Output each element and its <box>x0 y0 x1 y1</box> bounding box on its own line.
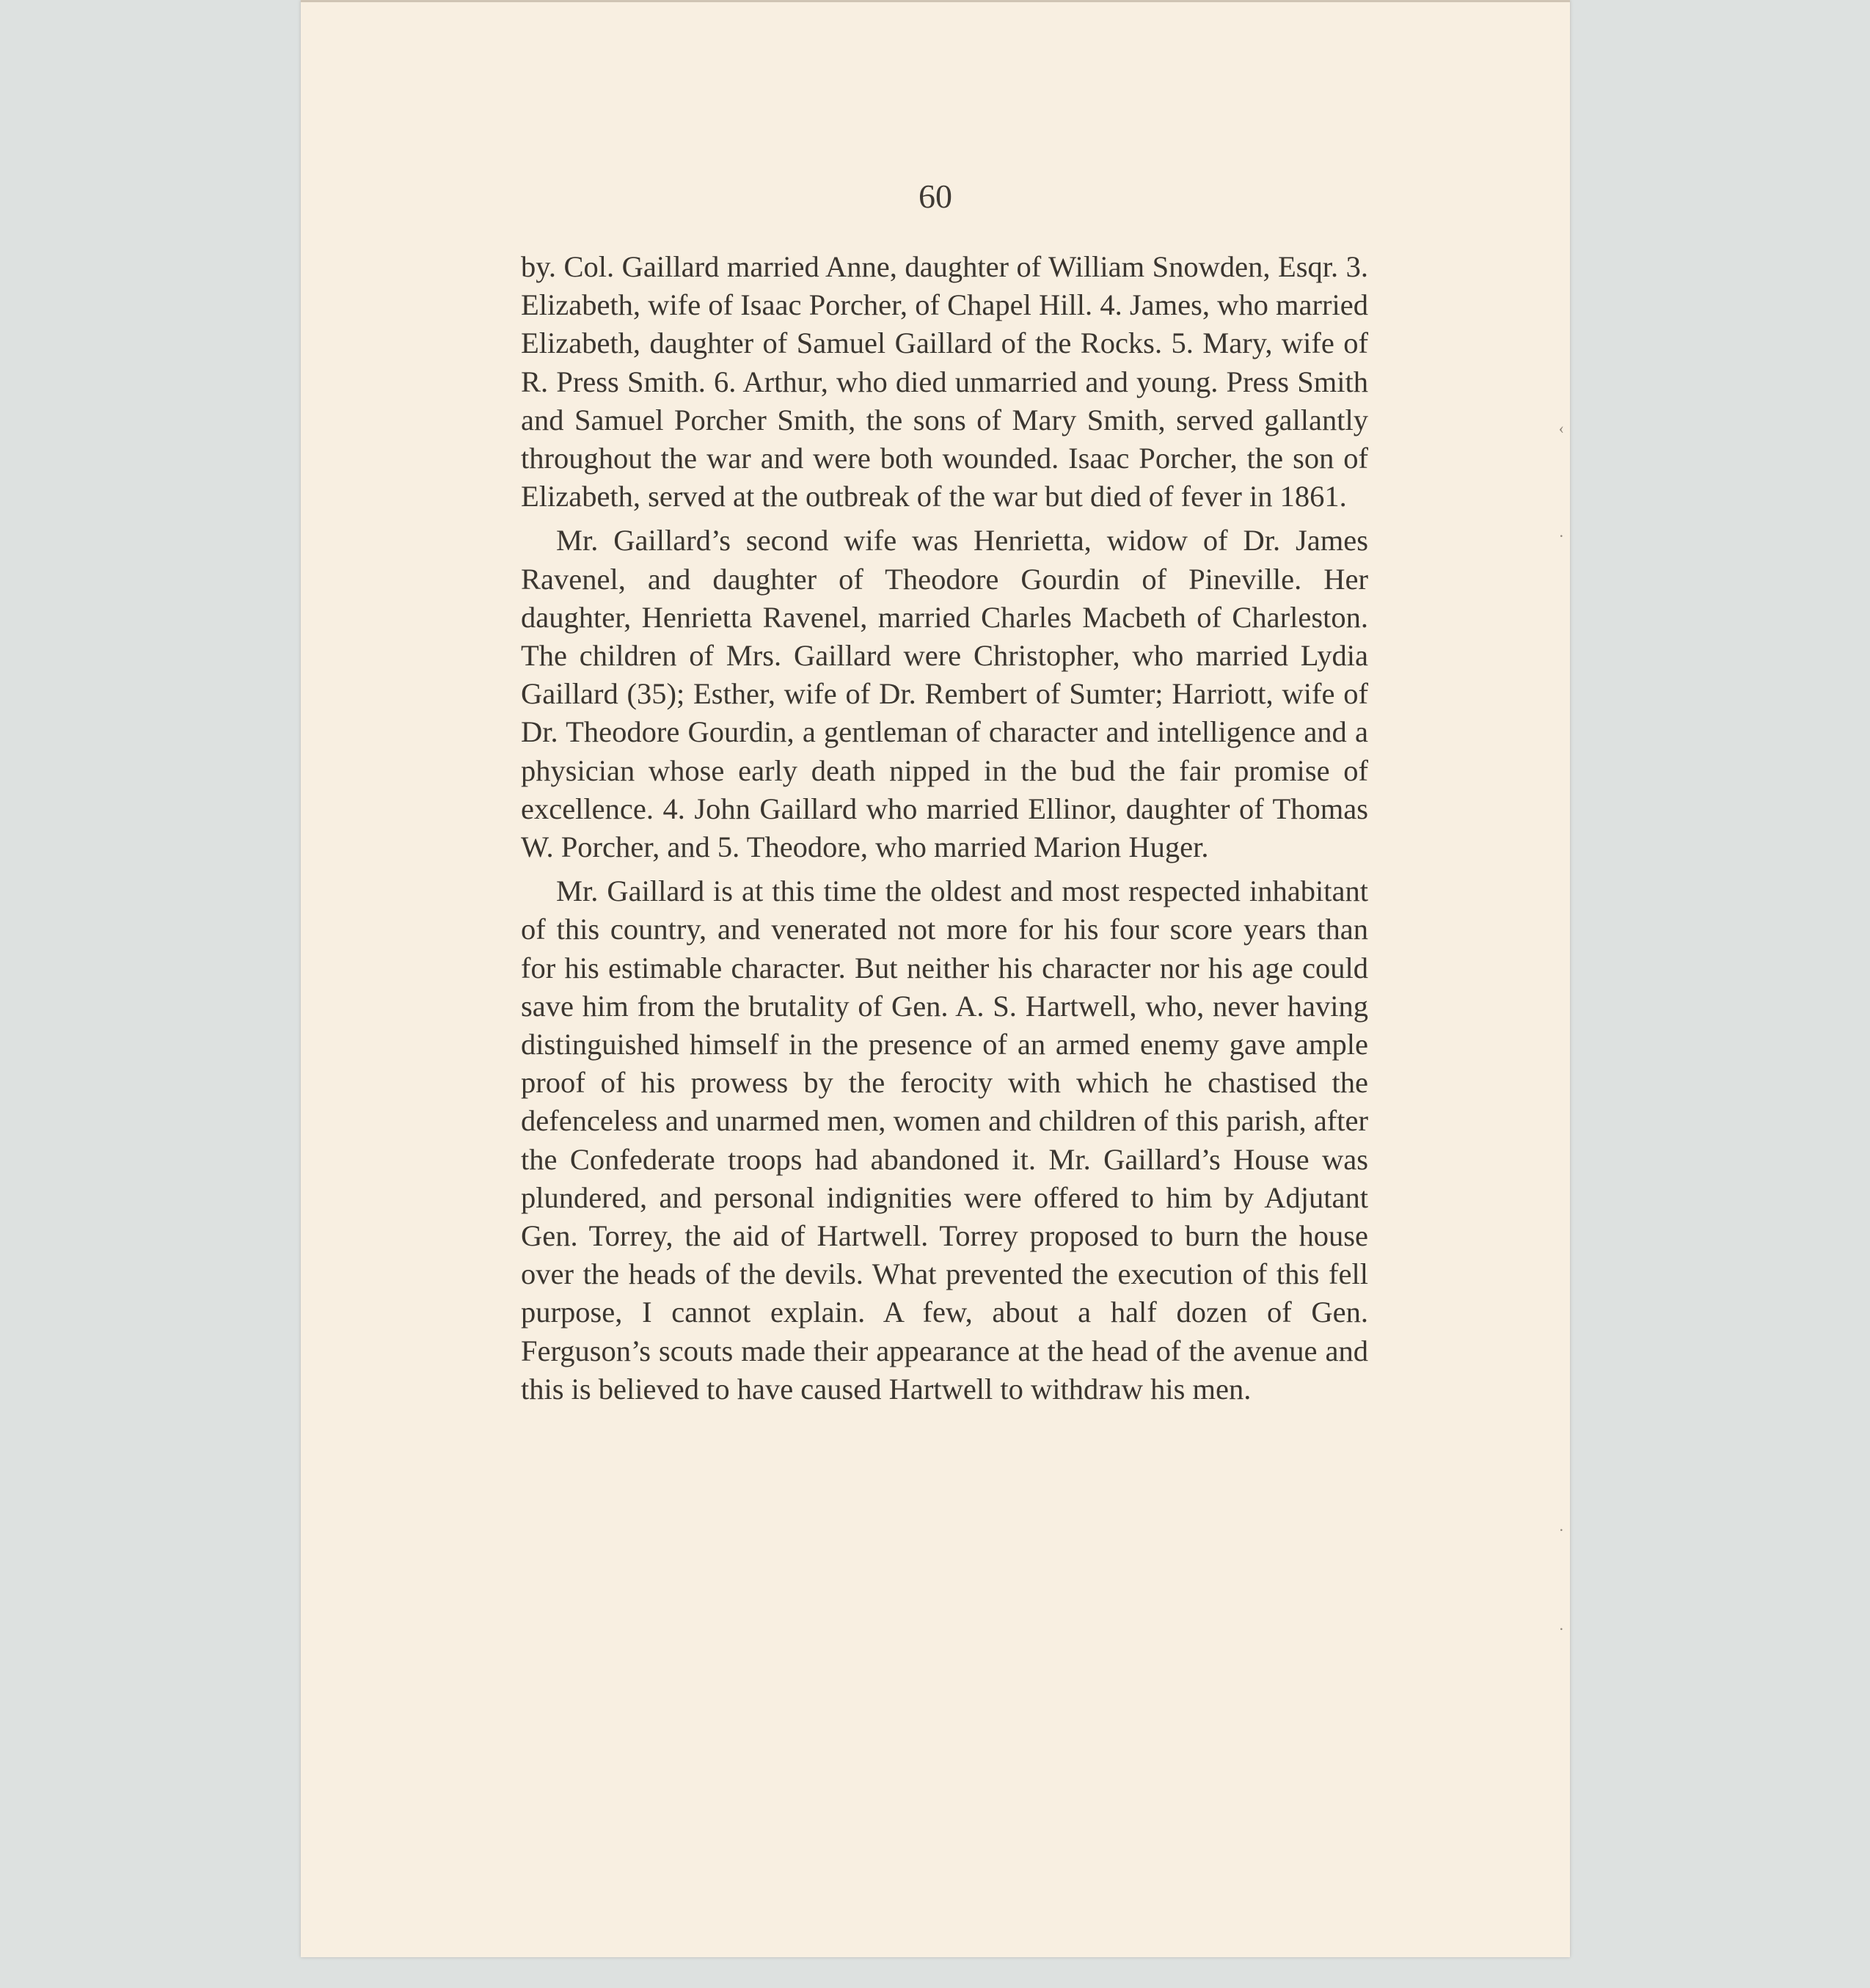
book-page <box>301 0 1570 1957</box>
margin-speck: · <box>1558 1620 1564 1638</box>
margin-speck: ‹ <box>1558 419 1564 437</box>
margin-speck: · <box>1558 527 1564 545</box>
margin-speck: · <box>1558 1521 1564 1539</box>
paragraph-3: Mr. Gaillard is at this time the oldest and most respected inhabitant of this country, and venerated not more for his four score years than for his estimable character. But neither his character nor his age could save him from the brutality of Gen. A. S. Hartwell, who, never having distinguished himself in the presence of an armed enemy gave ample proof of his prowess by the ferocity with which he chastised the defenceless and unarmed men, women and children of this parish, after the Confederate troops had abandoned it. Mr. Gaillard’s House was plundered, and personal indignities were offered to him by Adjutant Gen. Torrey, the aid of Hartwell. Torrey proposed to burn the house over the heads of the devils. What prevented the execution of this fell purpose, I cannot explain. A few, about a half dozen of Gen. Ferguson’s scouts made their appearance at the head of the avenue and this is believed to have caused Hartwell to withdraw his men. <box>521 874 1368 1406</box>
paragraph-2: Mr. Gaillard’s second wife was Henrietta, widow of Dr. James Ravenel, and daughter of Theodore Gourdin of Pineville. Her daughter, Henrietta Ravenel, married Charles Macbeth of Charleston. The children of Mrs. Gaillard were Christopher, who married Lydia Gaillard (35); Esther, wife of Dr. Rembert of Sumter; Harriott, wife of Dr. Theodore Gourdin, a gentleman of character and intelligence and a physician whose early death nipped in the bud the fair promise of excellence. 4. John Gaillard who married Ellinor, daughter of Thomas W. Porcher, and 5. Theodore, who married Marion Huger. <box>521 524 1368 864</box>
paragraph-1: by. Col. Gaillard married Anne, daughter of William Snowden, Esqr. 3. Elizabeth, wife of Isaac Porcher, of Chapel Hill. 4. James, who married Elizabeth, daughter of Samuel Gaillard of the Rocks. 5. Mary, wife of R. Press Smith. 6. Arthur, who died unmarried and young. Press Smith and Samuel Porcher Smith, the sons of Mary Smith, served gallantly throughout the war and were both wounded. Isaac Porcher, the son of Elizabeth, served at the outbreak of the war but died of fever in 1861. <box>521 250 1368 514</box>
page-body <box>521 248 1368 1414</box>
page-number: 60 <box>918 178 952 215</box>
